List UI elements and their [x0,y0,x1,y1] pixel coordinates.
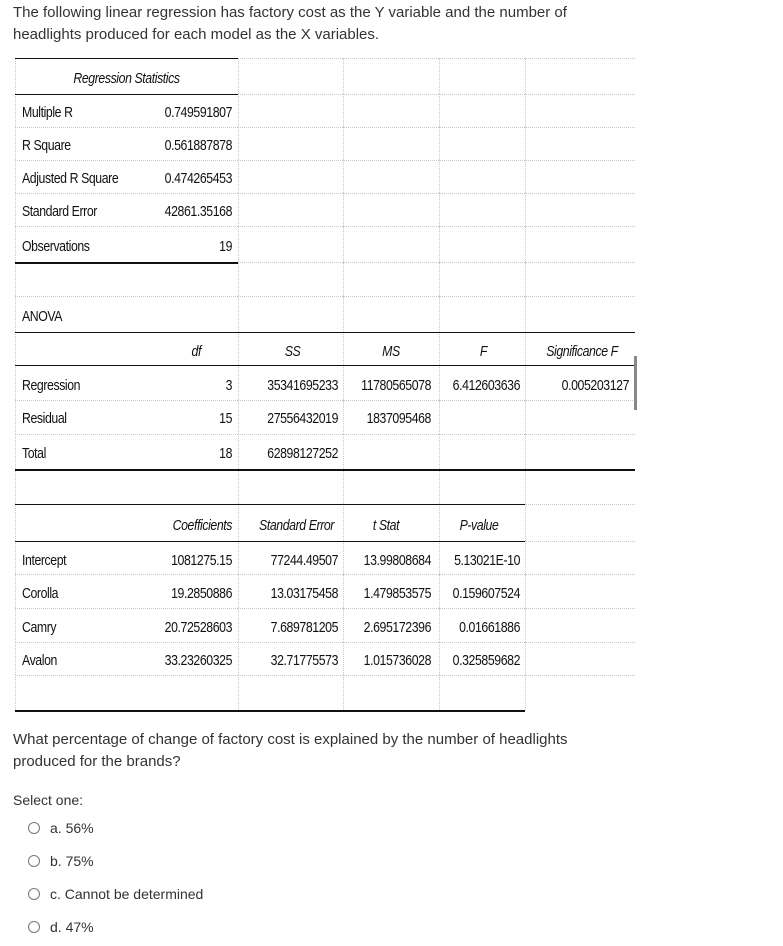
anova-regression-significance: 0.005203127 [561,377,629,394]
grid-cell [343,193,439,226]
grid-cell [343,434,439,469]
rs-label-standard-error: Standard Error [22,203,97,220]
anova-regression-df: 3 [225,377,232,394]
grid-cell [525,226,635,262]
anova-residual-df: 15 [219,410,232,427]
anova-total-df: 18 [219,445,232,462]
coef-top-rule [15,504,525,505]
grid-cell [439,127,525,160]
coef-avalon-se: 32.71775573 [270,652,338,669]
grid-cell [525,193,635,226]
coef-header-coefficients: Coefficients [172,517,232,534]
coef-label-avalon: Avalon [22,652,57,669]
grid-cell [238,296,343,332]
intro-text: The following linear regression has factory cost as the Y variable and the number of headlights produced for each model as the X variables. [13,4,567,43]
coef-intercept-p: 5.13021E-10 [454,552,520,569]
anova-header-ms: MS [382,343,400,360]
grid-cell [343,469,439,504]
select-one-label: Select one: [13,792,84,808]
grid-cell [439,675,525,710]
grid-cell [238,469,343,504]
anova-label-regression: Regression [22,377,81,394]
option-c-letter: c. [50,886,61,902]
option-c-text: Cannot be determined [64,886,204,902]
grid-cell [238,127,343,160]
grid-cell [439,469,525,504]
grid-cell [238,58,343,94]
anova-total-ss: 62898127252 [267,445,338,462]
anova-bottom-rule [15,469,635,471]
coef-bottom-rule [15,710,525,712]
option-a-letter: a. [50,820,62,836]
radio-icon[interactable] [28,822,40,834]
grid-cell [439,296,525,332]
option-d[interactable] [28,917,94,937]
anova-regression-ss: 35341695233 [267,377,338,394]
grid-cell [439,400,525,434]
grid-cell [238,675,343,710]
option-a-text: 56% [65,820,94,836]
rs-label-observations: Observations [22,238,90,255]
rs-bottom-rule [15,262,238,264]
grid-cell [343,262,439,296]
coef-label-camry: Camry [22,619,57,636]
grid-cell [15,675,238,710]
coef-header-t-stat: t Stat [372,517,400,534]
anova-label-residual: Residual [22,410,67,427]
anova-header-df: df [191,343,201,360]
rs-top-rule [15,58,238,59]
option-a[interactable] [28,818,94,838]
grid-cell [238,160,343,193]
grid-cell [525,541,635,574]
grid-cell [525,574,635,608]
coef-corolla-t: 1.479853575 [363,585,431,602]
grid-cell [525,642,635,675]
cell-edge-marker [634,356,637,410]
grid-cell [525,434,635,469]
option-b[interactable] [28,851,94,871]
coef-header-standard-error: Standard Error [259,517,334,534]
grid-cell [439,262,525,296]
radio-icon[interactable] [28,855,40,867]
anova-header-f: F [479,343,487,360]
grid-cell [343,296,439,332]
rs-label-multiple-r: Multiple R [22,104,73,121]
coef-corolla-coef: 19.2850886 [171,585,232,602]
coef-camry-se: 7.689781205 [270,619,338,636]
grid-cell [525,675,635,710]
coef-label-intercept: Intercept [22,552,67,569]
coef-avalon-p: 0.325859682 [452,652,520,669]
anova-label-total: Total [22,445,46,462]
grid-cell [525,608,635,642]
grid-cell [343,226,439,262]
grid-cell [439,160,525,193]
grid-cell [439,226,525,262]
rs-value-observations: 19 [219,238,232,255]
anova-header-significance-f: Significance F [546,343,618,360]
grid-cell [525,127,635,160]
grid-cell [238,193,343,226]
grid-cell [439,434,525,469]
grid-cell [15,262,238,296]
question-text: What percentage of change of factory cost is explained by the number of headlights produced for the brands? [13,731,568,770]
coef-camry-t: 2.695172396 [363,619,431,636]
coef-corolla-se: 13.03175458 [270,585,338,602]
coef-label-corolla: Corolla [22,585,59,602]
radio-icon[interactable] [28,921,40,933]
rs-value-r-square: 0.561887878 [164,137,232,154]
coef-avalon-t: 1.015736028 [363,652,431,669]
grid-cell [525,160,635,193]
grid-cell [238,226,343,262]
coef-intercept-coef: 1081275.15 [171,552,232,569]
grid-cell [525,58,635,94]
grid-cell [15,332,238,365]
grid-cell [238,262,343,296]
grid-cell [439,58,525,94]
rs-value-multiple-r: 0.749591807 [164,104,232,121]
grid-cell [439,94,525,127]
anova-header-ss: SS [284,343,301,360]
anova-regression-ms: 11780565078 [361,377,431,394]
option-d-letter: d. [50,919,62,935]
coef-header-rule [15,541,525,542]
coef-camry-p: 0.01661886 [459,619,520,636]
grid-cell [238,94,343,127]
option-c[interactable] [28,884,203,904]
grid-cell [525,94,635,127]
grid-cell [439,193,525,226]
coef-avalon-coef: 33.23260325 [164,652,232,669]
radio-icon[interactable] [28,888,40,900]
grid-cell [525,262,635,296]
coef-camry-coef: 20.72528603 [164,619,232,636]
grid-cell [343,94,439,127]
anova-residual-ss: 27556432019 [267,410,338,427]
rs-value-adjusted-r-square: 0.474265453 [164,170,232,187]
anova-regression-f: 6.412603636 [452,377,520,394]
rs-label-adjusted-r-square: Adjusted R Square [22,170,119,187]
regression-statistics-title: Regression Statistics [73,70,180,87]
anova-residual-ms: 1837095468 [366,410,431,427]
grid-cell [15,469,238,504]
coef-corolla-p: 0.159607524 [452,585,520,602]
option-b-letter: b. [50,853,62,869]
rs-label-r-square: R Square [22,137,71,154]
coef-intercept-t: 13.99808684 [363,552,431,569]
coef-header-p-value: P-value [459,517,499,534]
grid-cell [343,675,439,710]
anova-header-rule [15,365,635,366]
grid-cell [525,296,635,332]
grid-cell [343,127,439,160]
anova-top-rule [15,332,635,333]
coef-intercept-se: 77244.49507 [270,552,338,569]
rs-header-rule [15,94,238,95]
grid-cell [343,160,439,193]
anova-title: ANOVA [22,308,63,325]
regression-output-sheet [15,58,635,713]
grid-cell [525,400,635,434]
grid-cell [525,504,635,541]
option-b-text: 75% [65,853,94,869]
option-d-text: 47% [65,919,94,935]
grid-cell [343,58,439,94]
grid-cell [525,469,635,504]
rs-value-standard-error: 42861.35168 [164,203,232,220]
